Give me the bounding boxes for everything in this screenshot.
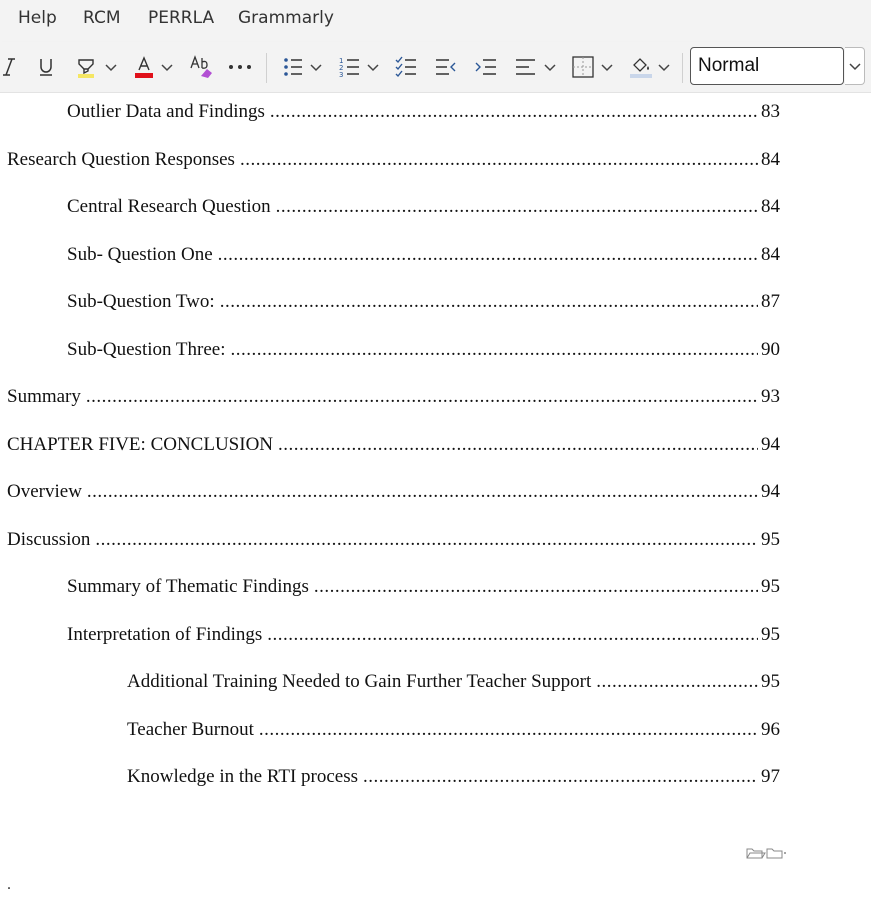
toc-leader-dots (95, 529, 758, 551)
toc-entry-page: 84 (761, 243, 780, 265)
toc-leader-dots (87, 481, 758, 503)
highlight-icon[interactable] (75, 52, 97, 82)
toc-entry-title: Discussion (7, 528, 91, 550)
toc-entry-page: 87 (761, 291, 780, 312)
increase-indent-icon[interactable] (475, 52, 497, 82)
toc-leader-dots (86, 386, 758, 408)
toc-entry-title: Summary (7, 386, 81, 407)
font-color-dropdown-chevron-icon[interactable] (160, 52, 174, 82)
toc-entry[interactable] (7, 386, 780, 412)
toc-entry-title: Interpretation of Findings (67, 623, 263, 645)
toc-entry-title: Sub- Question One (67, 243, 213, 265)
toc-entry[interactable] (127, 719, 780, 745)
toc-entry[interactable] (7, 434, 780, 460)
toolbar-separator (266, 53, 267, 83)
menu-bar (0, 0, 871, 42)
numbering-icon[interactable] (338, 52, 360, 82)
toc-leader-dots (596, 671, 758, 693)
italic-icon[interactable] (0, 52, 18, 82)
toc-entry-title: Knowledge in the RTI process (127, 766, 359, 787)
stray-mark: . (7, 876, 11, 893)
bullets-icon[interactable] (282, 52, 304, 82)
menu-help[interactable]: Help (18, 8, 57, 28)
borders-dropdown-chevron-icon[interactable] (600, 52, 614, 82)
toc-entry[interactable] (7, 149, 780, 175)
toc-entry-page: 93 (761, 386, 780, 407)
toc-leader-dots (240, 149, 758, 171)
toc-entry-title: Teacher Burnout (127, 718, 254, 740)
svg-text:1: 1 (339, 57, 344, 65)
toc-leader-dots (218, 244, 758, 266)
toc-entry-page: 84 (761, 196, 780, 217)
toc-entry-page: 94 (761, 433, 780, 455)
menu-perrla[interactable]: PERRLA (148, 8, 215, 28)
toc-entry-title: Sub-Question Three: (67, 338, 226, 360)
toc-entry-page: 90 (761, 338, 780, 360)
toc-entry-page: 96 (761, 718, 780, 740)
toc-entry-page: 83 (761, 101, 780, 122)
decrease-indent-icon[interactable] (435, 52, 457, 82)
toc-entry-title: Sub-Question Two: (67, 291, 215, 312)
bullets-dropdown-chevron-icon[interactable] (309, 52, 323, 82)
document-page[interactable] (0, 93, 871, 906)
toc-entry[interactable] (67, 101, 780, 127)
toc-entry-page: 95 (761, 623, 780, 645)
highlight-dropdown-chevron-icon[interactable] (104, 52, 118, 82)
toc-entry-title: Overview (7, 481, 82, 502)
toc-leader-dots (231, 339, 759, 361)
toc-entry-page: 97 (761, 766, 780, 787)
svg-text:2: 2 (339, 64, 344, 72)
paragraph-style-select[interactable]: Normal (690, 47, 844, 85)
font-color-icon[interactable] (133, 52, 155, 82)
shading-icon[interactable] (629, 52, 653, 82)
toc-entry[interactable] (67, 624, 780, 650)
toc-entry-title: Research Question Responses (7, 148, 235, 170)
toc-entry-page: 95 (761, 576, 780, 597)
menu-rcm[interactable]: RCM (83, 8, 121, 28)
toc-entry-title: CHAPTER FIVE: CONCLUSION (7, 433, 274, 455)
align-icon[interactable] (515, 52, 537, 82)
toolbar-separator (682, 53, 683, 83)
toc-leader-dots (278, 434, 758, 456)
toc-entry[interactable] (7, 529, 780, 555)
toc-entry-title: Additional Training Needed to Gain Further Teacher Support (127, 671, 592, 692)
svg-text:3: 3 (339, 71, 344, 79)
align-dropdown-chevron-icon[interactable] (543, 52, 557, 82)
toc-entry-page: 94 (761, 481, 780, 502)
toc-entry[interactable] (67, 244, 780, 270)
numbering-dropdown-chevron-icon[interactable] (366, 52, 380, 82)
toc-leader-dots (314, 576, 758, 598)
borders-icon[interactable] (572, 52, 594, 82)
toc-entry[interactable] (67, 196, 780, 222)
toc-entry-page: 95 (761, 528, 780, 550)
style-dropdown-chevron-icon[interactable] (845, 47, 865, 85)
toc-entry[interactable] (67, 339, 780, 365)
toc-entry-title: Summary of Thematic Findings (67, 576, 309, 597)
toc-entry[interactable] (127, 671, 780, 697)
toc-leader-dots (363, 766, 758, 788)
toc-leader-dots (270, 101, 758, 123)
toc-entry[interactable] (127, 766, 780, 792)
more-icon[interactable] (227, 52, 253, 82)
toc-entry[interactable] (67, 291, 780, 317)
toc-entry[interactable] (7, 481, 780, 507)
checklist-icon[interactable] (395, 52, 417, 82)
toc-entry[interactable] (67, 576, 780, 602)
menu-grammarly[interactable]: Grammarly (238, 8, 334, 28)
shading-dropdown-chevron-icon[interactable] (657, 52, 671, 82)
folder-icon (746, 846, 788, 860)
toc-leader-dots (220, 291, 758, 313)
toc-leader-dots (267, 624, 758, 646)
toc-entry-page: 84 (761, 148, 780, 170)
toc-leader-dots (259, 719, 758, 741)
toc-entry-title: Outlier Data and Findings (67, 101, 265, 122)
toc-entry-page: 95 (761, 671, 780, 692)
toc-leader-dots (276, 196, 758, 218)
underline-icon[interactable] (36, 52, 56, 82)
toc-entry-title: Central Research Question (67, 196, 271, 217)
clear-format-icon[interactable] (189, 52, 215, 82)
